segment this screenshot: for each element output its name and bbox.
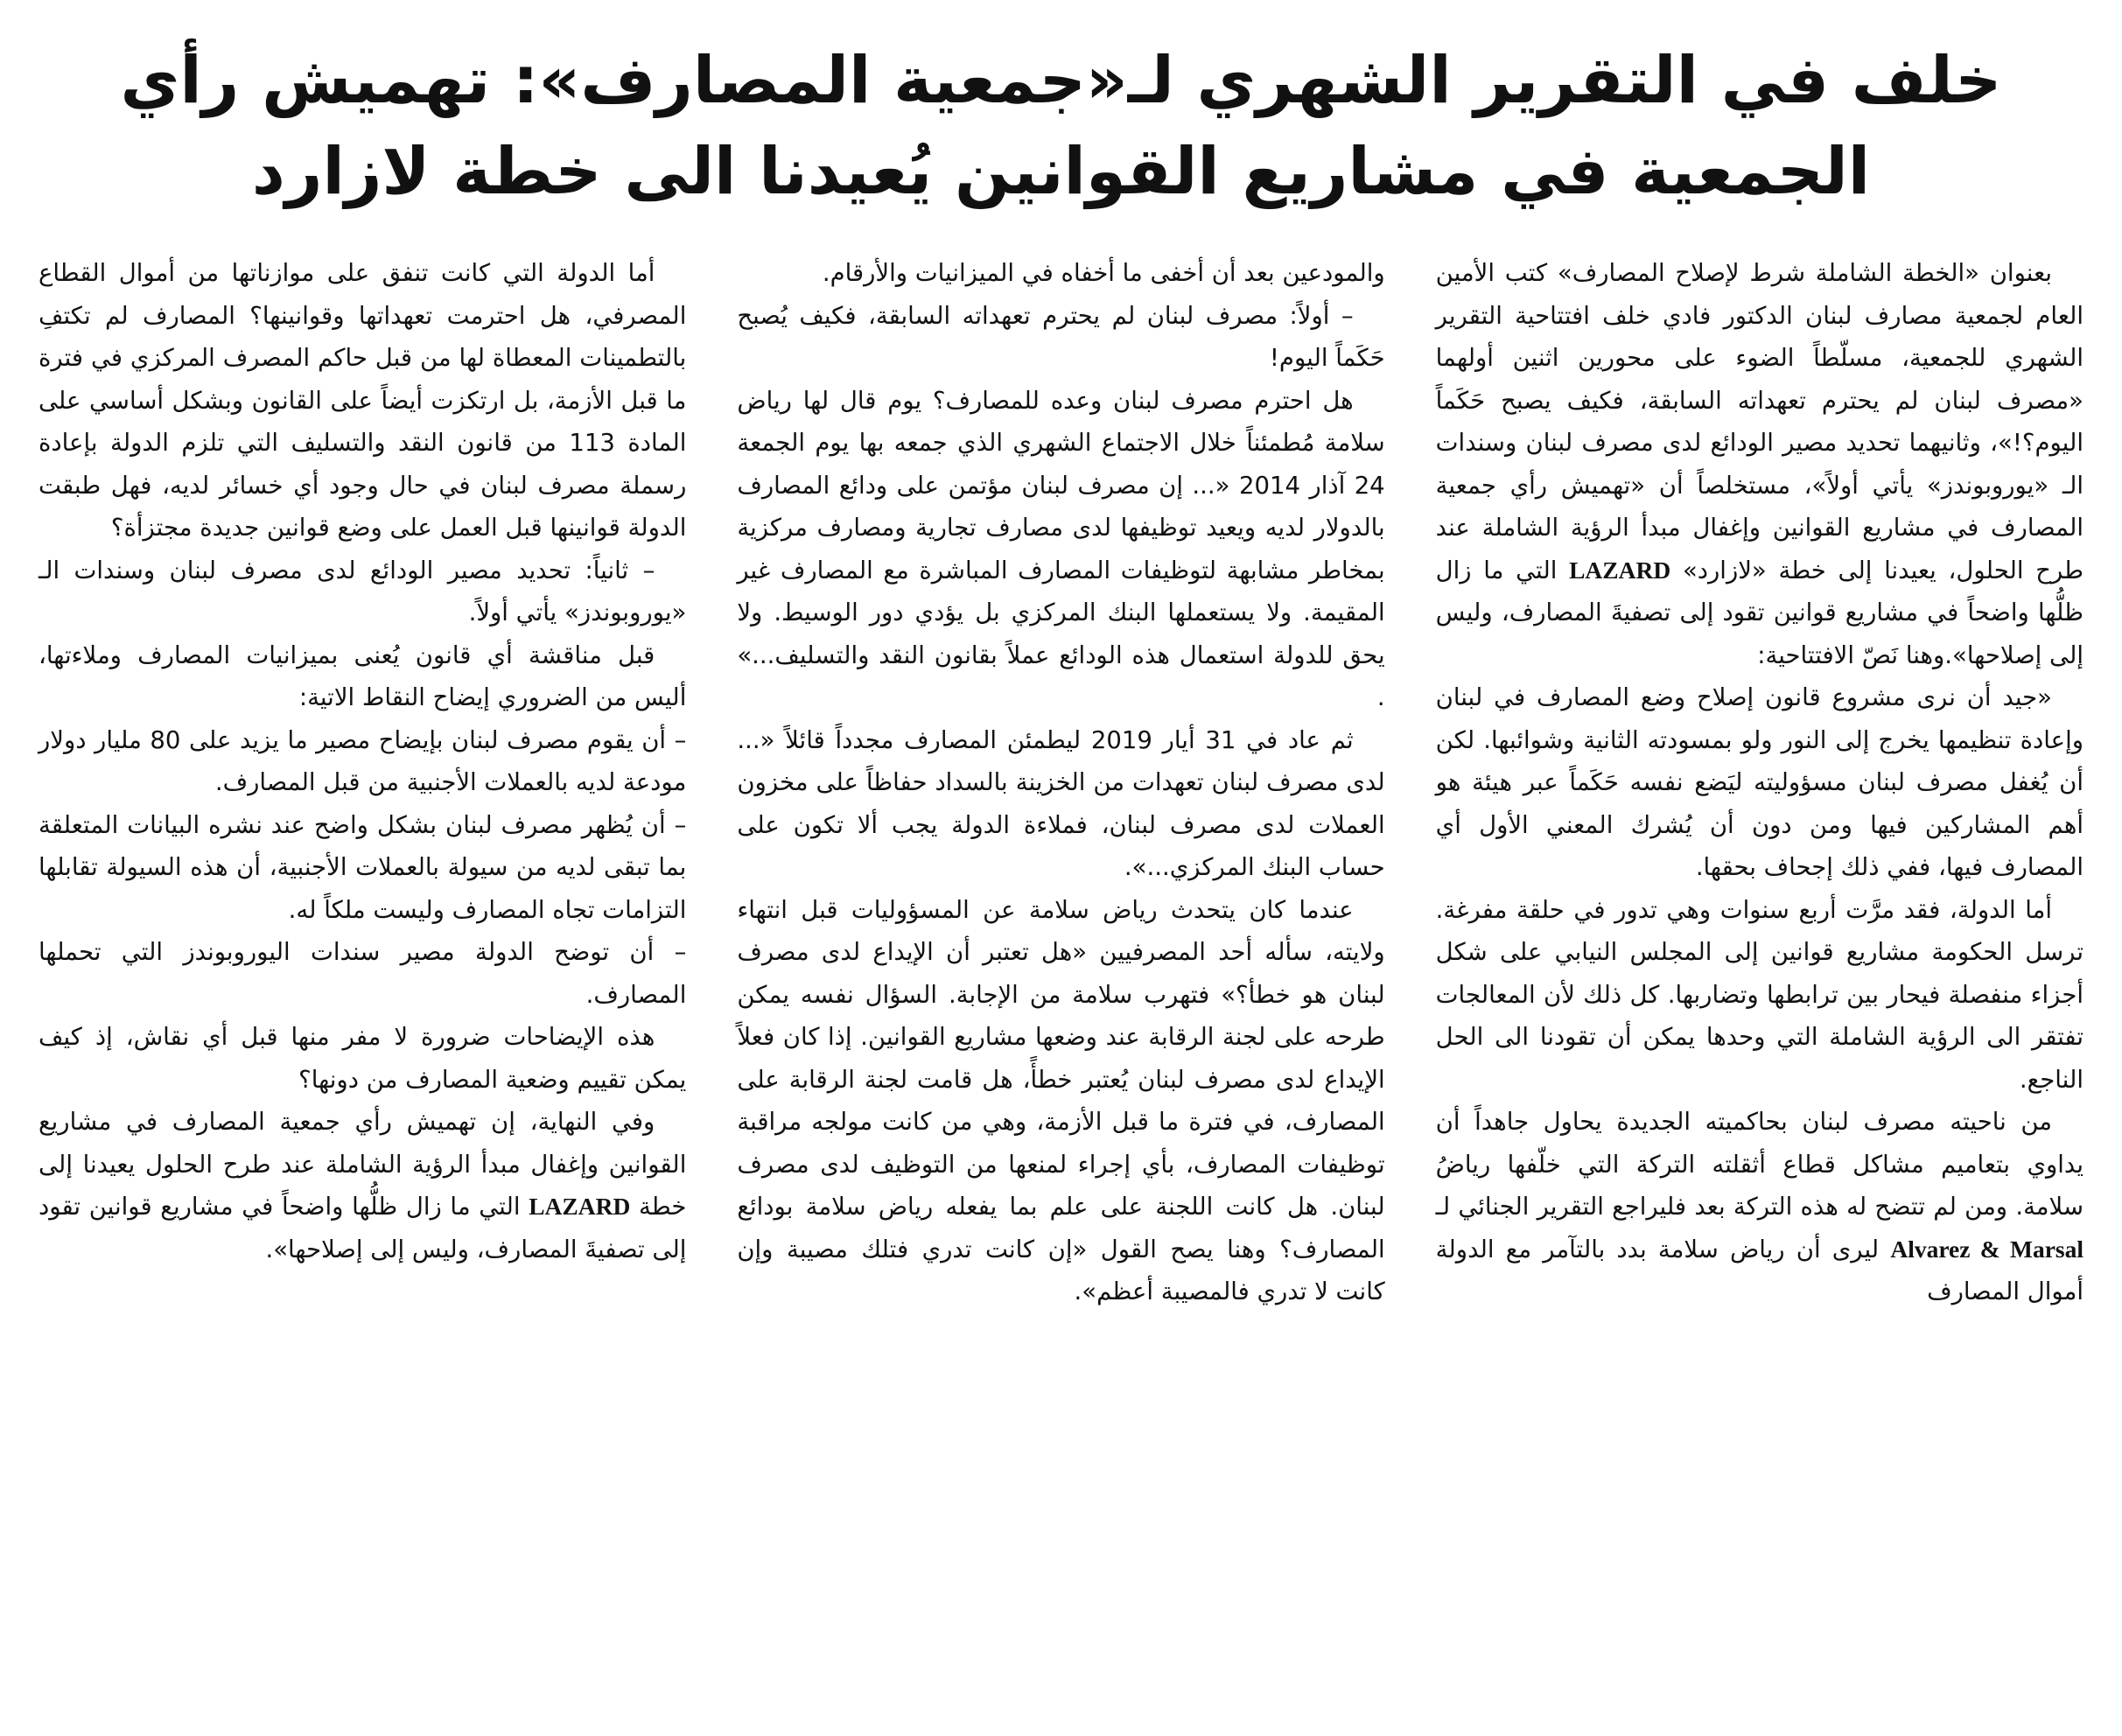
bullet-item: – أن توضح الدولة مصير سندات اليوروبوندز التي تحملها المصارف. xyxy=(39,938,687,1009)
headline-line-2: الجمعية في مشاريع القوانين يُعيدنا الى خطة لازارد xyxy=(251,134,1871,209)
article-columns xyxy=(16,252,2106,1313)
paragraph: «جيد أن نرى مشروع قانون إصلاح وضع المصارف في لبنان وإعادة تنظيمها يخرج إلى النور ولو بمسودته الثانية وشوائبها. لكن أن يُغفل مصرف لبنان مسؤوليته ليَضع نفسه حَكَماً عبر هيئة هو أهم المشاركين فيها ومن دون أن يُشرك المعني الأول أي المصارف فيها، ففي ذلك إجحاف بحقها. xyxy=(1435,683,2083,881)
paragraph: قبل مناقشة أي قانون يُعنى بميزانيات المصارف وملاءتها، أليس من الضروري إيضاح النقاط الاتية: xyxy=(39,640,687,711)
section-heading: – أولاً: مصرف لبنان لم يحترم تعهداته السابقة، فكيف يُصبح حَكَماً اليوم! xyxy=(737,301,1385,372)
paragraph: من ناحيته مصرف لبنان بحاكميته الجديدة يحاول جاهداً أن يداوي بتعاميم مشاكل قطاع أثقلته التركة التي خلّفها رياضُ سلامة. ومن لم تتضح له هذه التركة بعد فليراجع التقرير الجنائي لـ Alvarez & Marsal ليرى أن رياض سلامة بدد بالتآمر مع الدولة أموال المصارف xyxy=(1435,1108,2083,1306)
bullet-item: – أن يقوم مصرف لبنان بإيضاح مصير ما يزيد على 80 مليار دولار مودعة لديه بالعملات الأجنبية من قبل المصارف. xyxy=(39,725,687,796)
bullet-item: – أن يُظهر مصرف لبنان بشكل واضح عند نشره البيانات المتعلقة بما تبقى لديه من سيولة بالعملات الأجنبية، أن هذه السيولة تقابلها التزامات تجاه المصارف وليست ملكاً له. xyxy=(39,810,687,924)
paragraph: هل احترم مصرف لبنان وعده للمصارف؟ يوم قال لها رياض سلامة مُطمئناً خلال الاجتماع الشهري الذي جمعه بها يوم الجمعة 24 آذار 2014 «... إن مصرف لبنان مؤتمن على ودائع المصارف بالدولار لديه ويعيد توظيفها لدى مصارف تجارية ومصارف مركزية بمخاطر مشابهة لتوظيفات المصارف المباشرة مع المصارف غير المقيمة. ولا يستعملها البنك المركزي بل يؤدي دور الوسيط. ولا يحق للدولة استعمال هذه الودائع عملاً بقانون النقد والتسليف...» . xyxy=(737,386,1385,711)
paragraph: أما الدولة التي كانت تنفق على موازناتها من أموال القطاع المصرفي، هل احترمت تعهداتها وقوانينها؟ المصارف لم تكتفِ بالتطمينات المعطاة لها من قبل حاكم المصرف المركزي في فترة ما قبل الأزمة، بل ارتكزت أيضاً على القانون وبشكل أساسي على المادة 113 من قانون النقد والتسليف التي تلزم الدولة بإعادة رسملة مصرف لبنان في حال وجود أي خسائر لديه، فهل طبقت الدولة قوانينها قبل العمل على وضع قوانين جديدة مجتزأة؟ xyxy=(39,259,687,542)
paragraph: بعنوان «الخطة الشاملة شرط لإصلاح المصارف» كتب الأمين العام لجمعية مصارف لبنان الدكتور فادي خلف افتتاحية التقرير الشهري للجمعية، مسلّطاً الضوء على محورين اثنين أولهما «مصرف لبنان لم يحترم تعهداته السابقة، فكيف يصبح حَكَماً اليوم؟!»، وثانيهما تحديد مصير الودائع لدى مصرف لبنان وسندات الـ «يوروبوندز» يأتي أولاً»، مستخلصاً أن «تهميش رأي جمعية المصارف في مشاريع القوانين وإغفال مبدأ الرؤية الشاملة عند طرح الحلول، يعيدنا إلى خطة «لازارد» LAZARD التي ما زال ظلُّها واضحاً في مشاريع قوانين تقود إلى تصفيةَ المصارف، وليس إلى إصلاحها».وهنا نَصّ الافتتاحية: xyxy=(1435,259,2084,669)
paragraph: عندما كان يتحدث رياض سلامة عن المسؤوليات قبل انتهاء ولايته، سأله أحد المصرفيين «هل تعتبر أن الإيداع لدى مصرف لبنان هو خطأ؟» فتهرب سلامة من الإجابة. السؤال نفسه يمكن طرحه على لجنة الرقابة عند وضعها مشاريع القوانين. إذا كان فعلاً الإيداع لدى مصرف لبنان يُعتبر خطأً، هل قامت لجنة الرقابة على المصارف، في فترة ما قبل الأزمة، وهي من كانت مولجه مراقبة توظيفات المصارف، بأي إجراء لمنعها من التوظيف لدى مصرف لبنان. هل كانت اللجنة على علم بما يفعله رياض سلامة بودائع المصارف؟ وهنا يصح القول «إن كانت تدري فتلك مصيبة وإن كانت لا تدري فالمصيبة أعظم». xyxy=(737,895,1385,1306)
paragraph: وفي النهاية، إن تهميش رأي جمعية المصارف في مشاريع القوانين وإغفال مبدأ الرؤية الشاملة عند طرح الحلول يعيدنا إلى خطة LAZARD التي ما زال ظلُّها واضحاً في مشاريع قوانين تقود إلى تصفيةَ المصارف، وليس إلى إصلاحها». xyxy=(39,1108,687,1264)
column-right xyxy=(1436,252,2083,1313)
paragraph: ثم عاد في 31 أيار 2019 ليطمئن المصارف مجدداً قائلاً «... لدى مصرف لبنان تعهدات من الخزينة بالسداد حفاظاً على مخزون العملات لدى مصرف لبنان، فملاءة الدولة يجب ألا تكون على حساب البنك المركزي...». xyxy=(737,725,1385,881)
section-heading: – ثانياً: تحديد مصير الودائع لدى مصرف لبنان وسندات الـ «يوروبوندز» يأتي أولاً. xyxy=(39,556,687,626)
headline-line-1: خلف في التقرير الشهري لـ«جمعية المصارف»: تهميش رأي xyxy=(120,43,2002,118)
column-left xyxy=(39,252,686,1313)
article-headline xyxy=(16,35,2106,217)
paragraph: والمودعين بعد أن أخفى ما أخفاه في الميزانيات والأرقام. xyxy=(822,259,1385,287)
column-middle xyxy=(737,252,1384,1313)
paragraph: هذه الإيضاحات ضرورة لا مفر منها قبل أي نقاش، إذ كيف يمكن تقييم وضعية المصارف من دونها؟ xyxy=(39,1023,687,1094)
paragraph: أما الدولة، فقد مرَّت أربع سنوات وهي تدور في حلقة مفرغة. ترسل الحكومة مشاريع قوانين إلى المجلس النيابي على شكل أجزاء منفصلة فيحار بين ترابطها وتضاربها. كل ذلك لأن المعالجات تفتقر الى الرؤية الشاملة التي وحدها يمكن أن تقودنا الى الحل الناجع. xyxy=(1435,895,2083,1094)
